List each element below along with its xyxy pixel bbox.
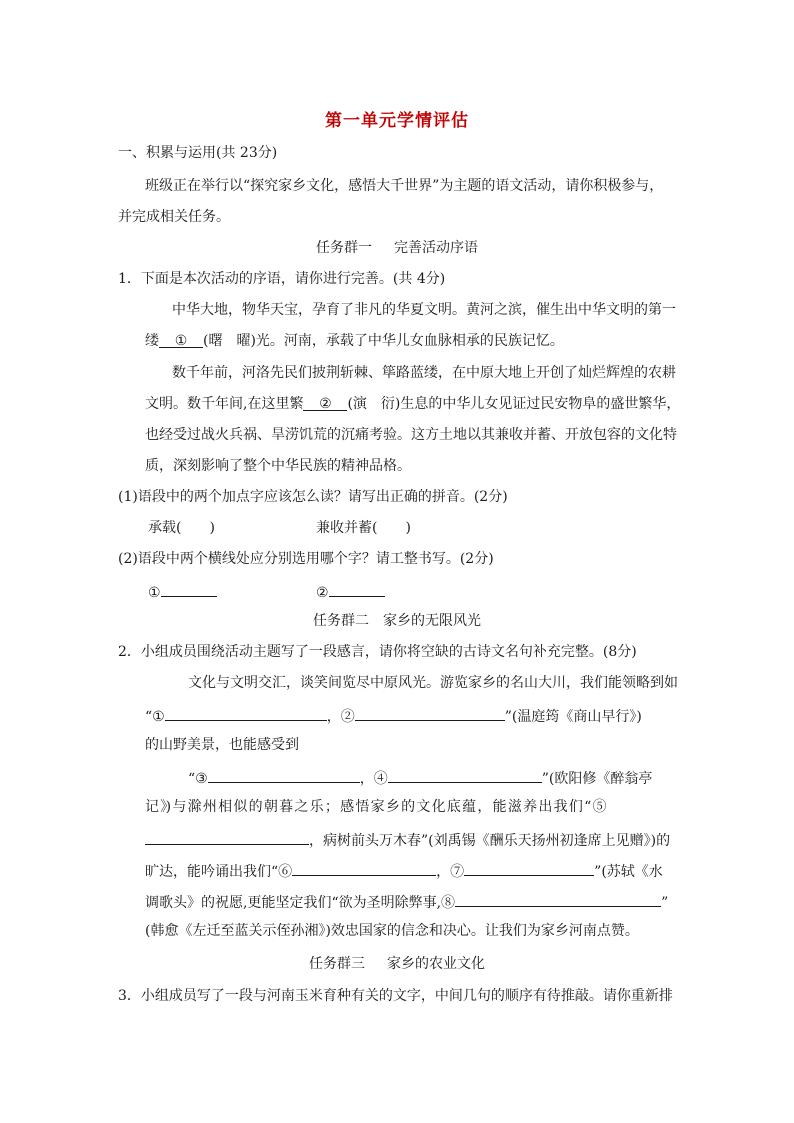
- passage2-line-4: 质，深刻影响了整个中华民族的精神品格。: [145, 458, 411, 474]
- task2-header-topic: 家乡的无限风光: [383, 613, 481, 629]
- intro-line-2: 并完成相关任务。: [118, 209, 230, 225]
- question-1: 1．下面是本次活动的序语，请你进行完善。(共 4分): [118, 271, 446, 287]
- passage2-line-3: 也经受过战火兵祸、旱涝饥荒的沉痛考验。这方土地以其兼收并蓄、开放包容的文化特: [145, 427, 677, 443]
- task3-header-topic: 家乡的农业文化: [387, 956, 485, 972]
- poem-blank-6: [292, 859, 436, 876]
- pinyin-answer-1: 承载( ): [148, 520, 215, 536]
- page-title: 第一单元学情评估: [325, 111, 469, 131]
- poem-blank-1: [165, 704, 327, 721]
- blank-2: ②: [303, 394, 347, 411]
- task2-header: [0, 611, 794, 631]
- q2-line-5: 记 》) 与 滁 州 相 似 的 朝 暮 之 乐 ； 感 悟 家 乡 的 文 化 底 蕴 ， 能 滋 养 出 我 们 “ ⑤: [145, 799, 605, 815]
- q2-line-8: 调歌头》的祝愿,更能坚定我们“欲为圣明除弊事,⑧ ”: [145, 890, 668, 913]
- poem-blank-8: [455, 890, 661, 907]
- passage2-line-2: 文明。数千年间,在这里繁 ② (演 衍)生息的中华儿女见证过民安物阜的盛世繁华，: [145, 396, 681, 412]
- task3-header-label: 任务群三: [309, 956, 365, 972]
- task2-header-label: 任务群二: [313, 613, 369, 629]
- poem-blank-5: [145, 828, 309, 845]
- task1-header-topic: 完善活动序语: [394, 240, 478, 256]
- poem-blank-4: [388, 766, 542, 783]
- q2-line-4: “③ ，④ ”(欧阳修《醉翁亭: [188, 766, 652, 789]
- section-heading: 一、积累与运用(共 23分): [118, 145, 278, 161]
- task1-header: [0, 238, 794, 258]
- intro-line-1: 班级正在举行以“探究家乡文化，感悟大千世界”为主题的语文活动，请你积极参与，: [145, 178, 664, 194]
- poem-blank-7: [464, 859, 594, 876]
- pinyin-answer-2: 兼收并蓄( ): [316, 520, 411, 536]
- q2-line-2: “① ，② ”(温庭筠《商山早行》): [145, 704, 642, 727]
- passage2-line-1: 数千年前，河洛先民们披荆斩棘、筚路蓝缕，在中原大地上开创了灿烂辉煌的农耕: [172, 365, 676, 381]
- question-3: 3．小组成员写了一段与河南玉米育种有关的文字，中间几句的顺序有待推敲。请你重新排: [118, 988, 673, 1004]
- char-answer-1: ①: [148, 580, 217, 603]
- subquestion-1: (1)语段中的两个加点字应该怎么读？请写出正确的拼音。(2分): [118, 489, 508, 505]
- task1-header-label: 任务群一: [316, 240, 372, 256]
- poem-blank-2: [355, 704, 505, 721]
- q2-line-6: ，病树前头万木春”(刘禹锡《酬乐天扬州初逢席上见赠》)的: [145, 828, 670, 851]
- blank-1: ①: [159, 331, 203, 348]
- passage1-line-1: 中华大地，物华天宝，孕育了非凡的华夏文明。黄河之滨，催生出中华文明的第一: [172, 302, 676, 318]
- question-2: 2．小组成员围绕活动主题写了一段感言，请你将空缺的古诗文名句补充完整。(8分): [118, 644, 637, 660]
- q2-line-3: 的山野美景，也能感受到: [145, 737, 299, 753]
- q2-line-1: 文化与文明交汇，谈笑间览尽中原风光。游览家乡的名山大川，我们能领略到如: [188, 675, 678, 691]
- poem-blank-3: [208, 766, 360, 783]
- q2-line-9: (韩愈《左迁至蓝关示侄孙湘》)效忠国家的信念和决心。让我们为家乡河南点赞。: [145, 923, 639, 939]
- q2-line-7: 旷达，能吟诵出我们“⑥ ，⑦ ”(苏轼《水: [145, 859, 663, 882]
- passage1-line-2: 缕 ① (曙 曜)光。河南，承载了中华儿女血脉相承的民族记忆。: [145, 333, 564, 349]
- char-answer-2: ②: [316, 580, 385, 603]
- task3-header: [0, 954, 794, 974]
- subquestion-2: (2)语段中两个横线处应分别选用哪个字？请工整书写。(2分): [118, 551, 494, 567]
